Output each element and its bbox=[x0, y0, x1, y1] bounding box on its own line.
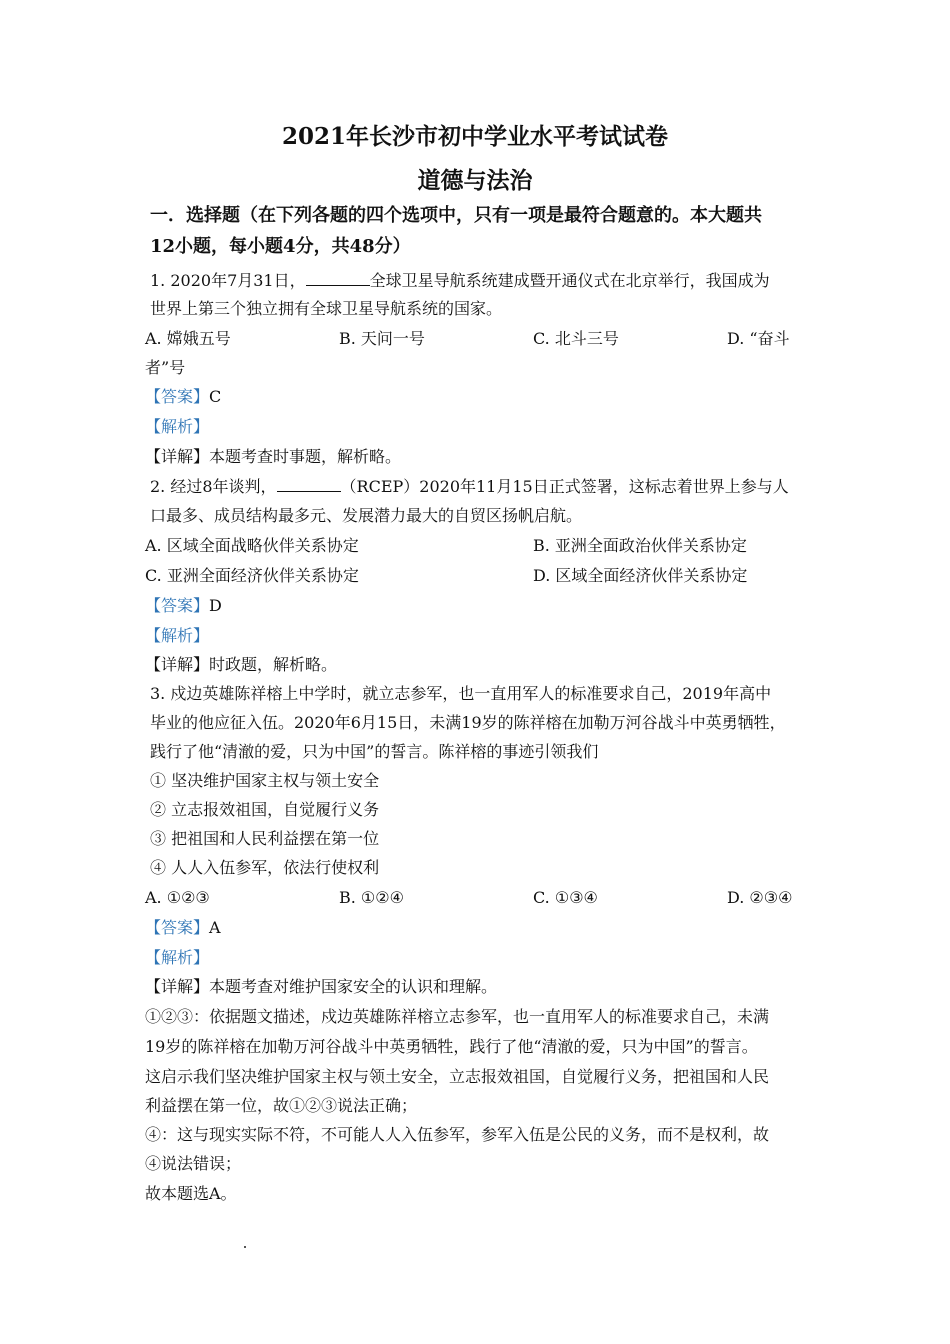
q3-option-a: A. ①②③ bbox=[145, 888, 210, 907]
q2-analysis-label: 【解析】 bbox=[145, 626, 210, 645]
q1-stem-line1 bbox=[150, 270, 770, 292]
exam-title: 2021年长沙市初中学业水平考试试卷 bbox=[281, 123, 668, 150]
detail-label: 【详解】 bbox=[145, 655, 210, 674]
q2-stem-part-a: 2. 经过8年谈判， bbox=[150, 477, 277, 496]
q1-option-d-continued: 者”号 bbox=[145, 358, 186, 377]
answer-label: 【答案】 bbox=[145, 387, 210, 406]
q2-stem-line1 bbox=[150, 476, 789, 498]
q2-stem-part-b: （RCEP）2020年11月15日正式签署，这标志着世界上参与人 bbox=[340, 477, 789, 496]
q1-analysis-label: 【解析】 bbox=[145, 417, 210, 436]
q3-item-3: ③ 把祖国和人民利益摆在第一位 bbox=[150, 829, 380, 848]
q3-stem-line3: 践行了他“清澈的爱，只为中国”的誓言。陈祥榕的事迹引领我们 bbox=[150, 742, 599, 761]
q3-option-d: D. ②③④ bbox=[727, 888, 793, 907]
q2-answer bbox=[145, 595, 222, 617]
q3-answer bbox=[145, 917, 221, 939]
section-heading-line2: 12小题，每小题4分，共48分） bbox=[150, 236, 411, 257]
q1-detail-text: 本题考查时事题，解析略。 bbox=[209, 447, 402, 466]
q3-detail bbox=[145, 976, 497, 998]
q2-detail bbox=[145, 654, 337, 676]
q3-explain-line6: ④说法错误； bbox=[145, 1154, 242, 1173]
q3-analysis-label: 【解析】 bbox=[145, 948, 210, 967]
q3-explain-line5: ④：这与现实实际不符，不可能人人入伍参军，参军入伍是公民的义务，而不是权利，故 bbox=[145, 1125, 770, 1144]
q2-stem-line2: 口最多、成员结构最多元、发展潜力最大的自贸区扬帆启航。 bbox=[150, 506, 583, 525]
q3-detail-text: 本题考查对维护国家安全的认识和理解。 bbox=[209, 977, 498, 996]
q3-item-1: ① 坚决维护国家主权与领土安全 bbox=[150, 771, 380, 790]
q1-stem-line2: 世界上第三个独立拥有全球卫星导航系统的国家。 bbox=[150, 299, 503, 318]
q1-option-c: C. 北斗三号 bbox=[533, 329, 619, 348]
q2-option-c: C. 亚洲全面经济伙伴关系协定 bbox=[145, 566, 359, 585]
page-dot bbox=[244, 1246, 246, 1248]
q3-explain-line3: 这启示我们坚决维护国家主权与领土安全，立志报效祖国，自觉履行义务，把祖国和人民 bbox=[145, 1067, 770, 1086]
q3-stem-line1: 3. 戍边英雄陈祥榕上中学时，就立志参军，也一直用军人的标准要求自己，2019年高中 bbox=[150, 684, 772, 703]
q3-stem-line2: 毕业的他应征入伍。2020年6月15日，未满19岁的陈祥榕在加勒万河谷战斗中英勇牺牲， bbox=[150, 713, 786, 732]
q1-option-b: B. 天问一号 bbox=[339, 329, 425, 348]
q3-explain-line7: 故本题选A。 bbox=[145, 1184, 237, 1203]
q1-stem-part-b: 全球卫星导航系统建成暨开通仪式在北京举行，我国成为 bbox=[369, 271, 770, 290]
q1-detail bbox=[145, 446, 401, 468]
answer-label: 【答案】 bbox=[145, 918, 210, 937]
q2-option-b: B. 亚洲全面政治伙伴关系协定 bbox=[533, 536, 747, 555]
section-heading-line1: 一．选择题（在下列各题的四个选项中，只有一项是最符合题意的。本大题共 bbox=[150, 205, 762, 226]
q1-option-a: A. 嫦娥五号 bbox=[145, 329, 231, 348]
detail-label: 【详解】 bbox=[145, 447, 210, 466]
subject-title: 道德与法治 bbox=[417, 167, 533, 194]
q1-stem-part-a: 1. 2020年7月31日， bbox=[150, 271, 306, 290]
detail-label: 【详解】 bbox=[145, 977, 210, 996]
q3-item-2: ② 立志报效祖国，自觉履行义务 bbox=[150, 800, 380, 819]
q2-option-a: A. 区域全面战略伙伴关系协定 bbox=[145, 536, 359, 555]
q3-explain-line4: 利益摆在第一位，故①②③说法正确； bbox=[145, 1096, 418, 1115]
q1-answer-value: C bbox=[209, 387, 222, 406]
q1-option-d: D. “奋斗 bbox=[727, 329, 790, 348]
q3-explain-line1: ①②③：依据题文描述，戍边英雄陈祥榕立志参军，也一直用军人的标准要求自己，未满 bbox=[145, 1007, 770, 1026]
q1-blank bbox=[306, 270, 370, 286]
q1-answer bbox=[145, 386, 221, 408]
q3-explain-line2: 19岁的陈祥榕在加勒万河谷战斗中英勇牺牲，践行了他“清澈的爱，只为中国”的誓言。 bbox=[145, 1037, 758, 1056]
q2-detail-text: 时政题，解析略。 bbox=[209, 655, 338, 674]
q3-option-b: B. ①②④ bbox=[339, 888, 404, 907]
q2-option-d: D. 区域全面经济伙伴关系协定 bbox=[533, 566, 748, 585]
q3-item-4: ④ 人人入伍参军，依法行使权利 bbox=[150, 858, 380, 877]
q3-option-c: C. ①③④ bbox=[533, 888, 598, 907]
q3-answer-value: A bbox=[209, 918, 221, 937]
q2-answer-value: D bbox=[209, 596, 222, 615]
answer-label: 【答案】 bbox=[145, 596, 210, 615]
q2-blank bbox=[277, 476, 341, 492]
section-heading bbox=[150, 200, 810, 262]
